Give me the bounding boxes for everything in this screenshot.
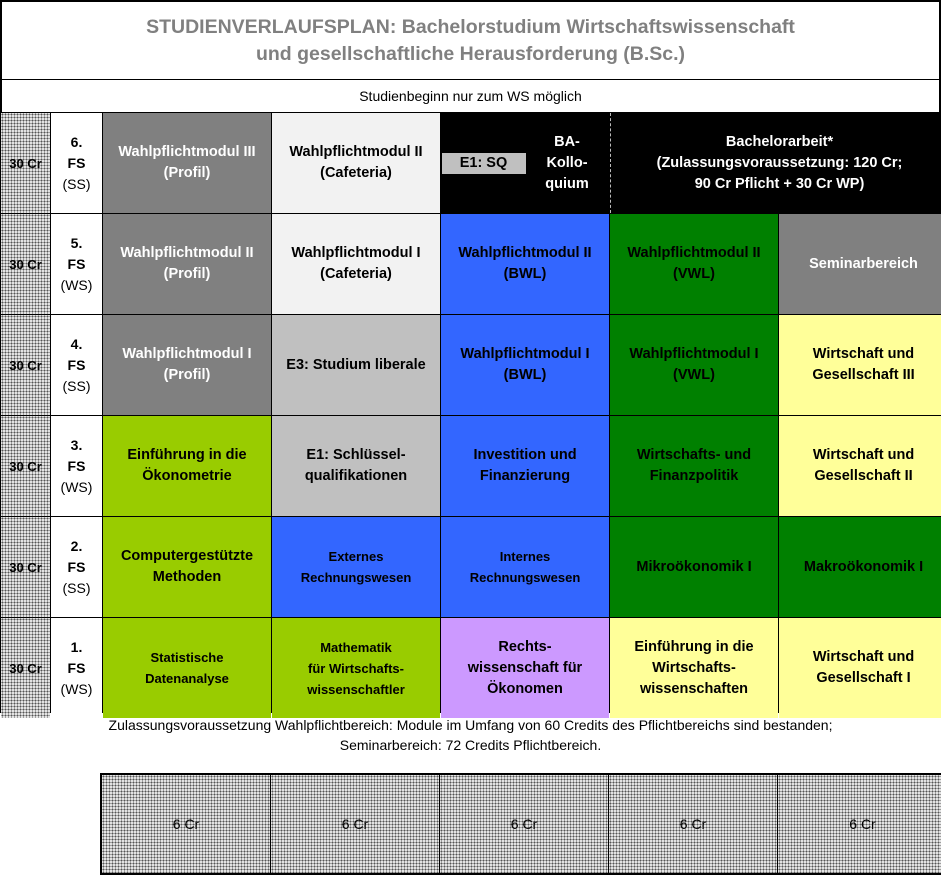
module-cell: Wahlpflichtmodul II (VWL) [610, 214, 778, 314]
study-start-text: Studienbeginn nur zum WS möglich [359, 88, 582, 104]
module-cell: Mathematik für Wirtschafts- wissenschaftler [272, 618, 440, 718]
admission-note-line-2: Seminarbereich: 72 Credits Pflichtbereich. [339, 737, 602, 753]
semester-6-label [51, 113, 102, 213]
module-cell: Investition und Finanzierung [441, 416, 609, 516]
title-line-1: STUDIENVERLAUFSPLAN: Bachelorstudium Wirtschaftswissenschaft [146, 15, 795, 38]
module-cell: Wahlpflichtmodul II (Profil) [103, 214, 271, 314]
study-plan-grid [0, 112, 941, 713]
semester-4-label: 4. FS (SS) [51, 315, 102, 415]
semester-fs: FS [67, 154, 86, 171]
module-cell: E1: Schlüssel- qualifikationen [272, 416, 440, 516]
credit-legend [100, 773, 941, 875]
legend-cell: 6 Cr [271, 775, 439, 873]
semester-2-label: 2. FS (SS) [51, 517, 102, 617]
semester-term: (SS) [62, 175, 91, 192]
module-cell: Wahlpflichtmodul III (Profil) [103, 113, 271, 213]
module-cell-sq: E1: SQ [442, 153, 526, 174]
semester-1-credits: 30 Cr [1, 618, 50, 718]
module-cell: Seminarbereich [779, 214, 941, 314]
module-cell: Wirtschaft und Gesellschaft II [779, 416, 941, 516]
module-cell: Wahlpflichtmodul I (Profil) [103, 315, 271, 415]
semester-number: 6. [70, 133, 83, 150]
legend-cell: 6 Cr [609, 775, 777, 873]
module-cell: Mikroökonomik I [610, 517, 778, 617]
admission-note-line-1: Zulassungsvoraussetzung Wahlpflichtbereich: Module im Umfang von 60 Credits des Pflichtbereichs sind bestanden; [108, 717, 833, 733]
semester-3-credits: 30 Cr [1, 416, 50, 516]
module-cell: Wahlpflichtmodul I (VWL) [610, 315, 778, 415]
module-cell: Wirtschaft und Gesellschaft III [779, 315, 941, 415]
module-cell: Statistische Datenanalyse [103, 618, 271, 718]
semester-1-label: 1. FS (WS) [51, 618, 102, 718]
semester-5-label: 5. FS (WS) [51, 214, 102, 314]
admission-note [0, 713, 941, 757]
module-cell-ba-kolloquium: BA- Kollo- quium [526, 132, 609, 195]
module-cell: Rechts- wissenschaft für Ökonomen [441, 618, 609, 718]
module-cell: Einführung in die Wirtschafts- wissenschaften [610, 618, 778, 718]
module-cell: Einführung in die Ökonometrie [103, 416, 271, 516]
module-cell-bachelorarbeit: Bachelorarbeit* (Zulassungsvoraussetzung: 120 Cr; 90 Cr Pflicht + 30 Cr WP) [610, 113, 941, 213]
module-cell: Internes Rechnungswesen [441, 517, 609, 617]
legend-cell: 6 Cr [440, 775, 608, 873]
module-cell: Wahlpflichtmodul II (Cafeteria) [272, 113, 440, 213]
module-cell: Externes Rechnungswesen [272, 517, 440, 617]
module-cell: Wahlpflichtmodul II (BWL) [441, 214, 609, 314]
page-title [0, 0, 941, 80]
module-cell: Computergestützte Methoden [103, 517, 271, 617]
module-cell: E3: Studium liberale [272, 315, 440, 415]
sq-kolloquium-split [441, 113, 609, 213]
semester-4-credits: 30 Cr [1, 315, 50, 415]
semester-6-credits: 30 Cr [1, 113, 50, 213]
module-cell: Wahlpflichtmodul I (BWL) [441, 315, 609, 415]
semester-3-label: 3. FS (WS) [51, 416, 102, 516]
legend-cell: 6 Cr [102, 775, 270, 873]
semester-2-credits: 30 Cr [1, 517, 50, 617]
study-start-note [0, 80, 941, 112]
legend-cell: 6 Cr [778, 775, 941, 873]
module-cell: Wirtschaft und Gesellschaft I [779, 618, 941, 718]
module-cell: Wirtschafts- und Finanzpolitik [610, 416, 778, 516]
semester-5-credits: 30 Cr [1, 214, 50, 314]
module-cell: Wahlpflichtmodul I (Cafeteria) [272, 214, 440, 314]
title-line-2: und gesellschaftliche Herausforderung (B.Sc.) [255, 42, 686, 65]
module-cell: Makroökonomik I [779, 517, 941, 617]
